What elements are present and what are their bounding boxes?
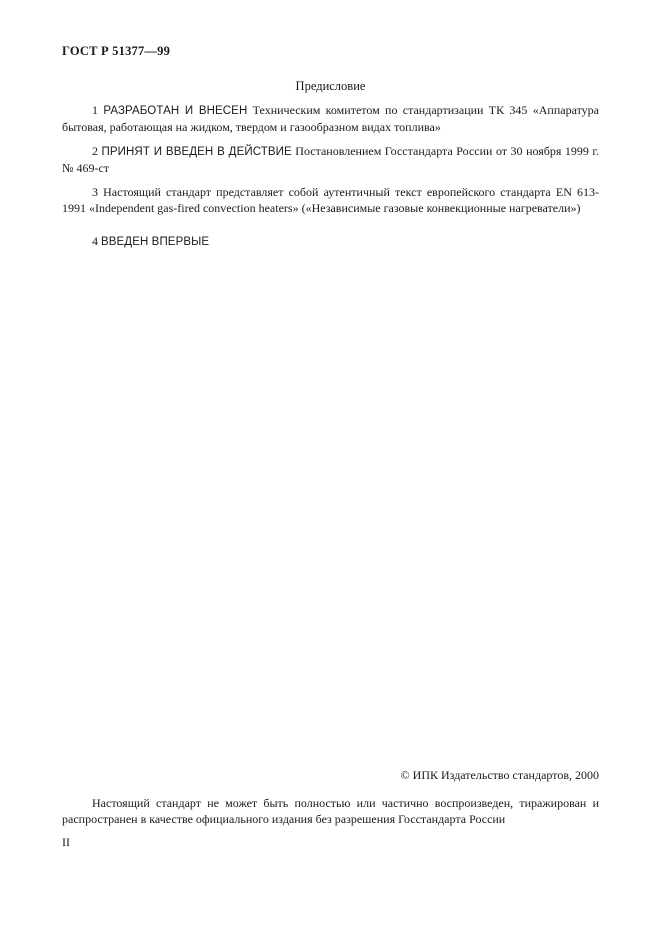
preface-title: Предисловие	[295, 79, 366, 93]
item-text: Постановлением Госстандарта России от 30 ноября 1999 г. № 469-ст	[62, 144, 599, 175]
item-caps-lead: ПРИНЯТ И ВВЕДЕН В ДЕЙСТВИЕ	[101, 146, 292, 158]
reproduction-notice: Настоящий стандарт не может быть полностью или частично воспроизведен, тиражирован и распространен в качестве официального издания без разрешения Госстандарта России	[62, 796, 599, 826]
page-number: II	[62, 835, 70, 849]
copyright-line: © ИПК Издательство стандартов, 2000	[400, 768, 599, 782]
item-number: 2	[92, 144, 98, 158]
item-text: Техническим комитетом по стандартизации ТК 345 «Аппаратура бытовая, работающая на жидком, твердом и газообразном видах топлива»	[62, 103, 599, 134]
item-text: Настоящий стандарт представляет собой аутентичный текст европейского стандарта EN 613-1991 «Independent gas-fired convection heaters» («Независимые газовые конвекционные нагреватели»)	[62, 185, 600, 215]
item-caps-lead: ВВЕДЕН ВПЕРВЫЕ	[101, 236, 210, 248]
document-id: ГОСТ Р 51377—99	[62, 44, 171, 58]
item-number: 3	[92, 185, 98, 199]
preface-item-3	[62, 184, 599, 216]
item-number: 1	[92, 103, 98, 117]
item-number: 4	[92, 234, 98, 248]
preface-item-4	[62, 233, 599, 250]
preface-item-2	[62, 143, 599, 176]
preface-item-1	[62, 102, 599, 135]
item-caps-lead: РАЗРАБОТАН И ВНЕСЕН	[103, 105, 248, 117]
